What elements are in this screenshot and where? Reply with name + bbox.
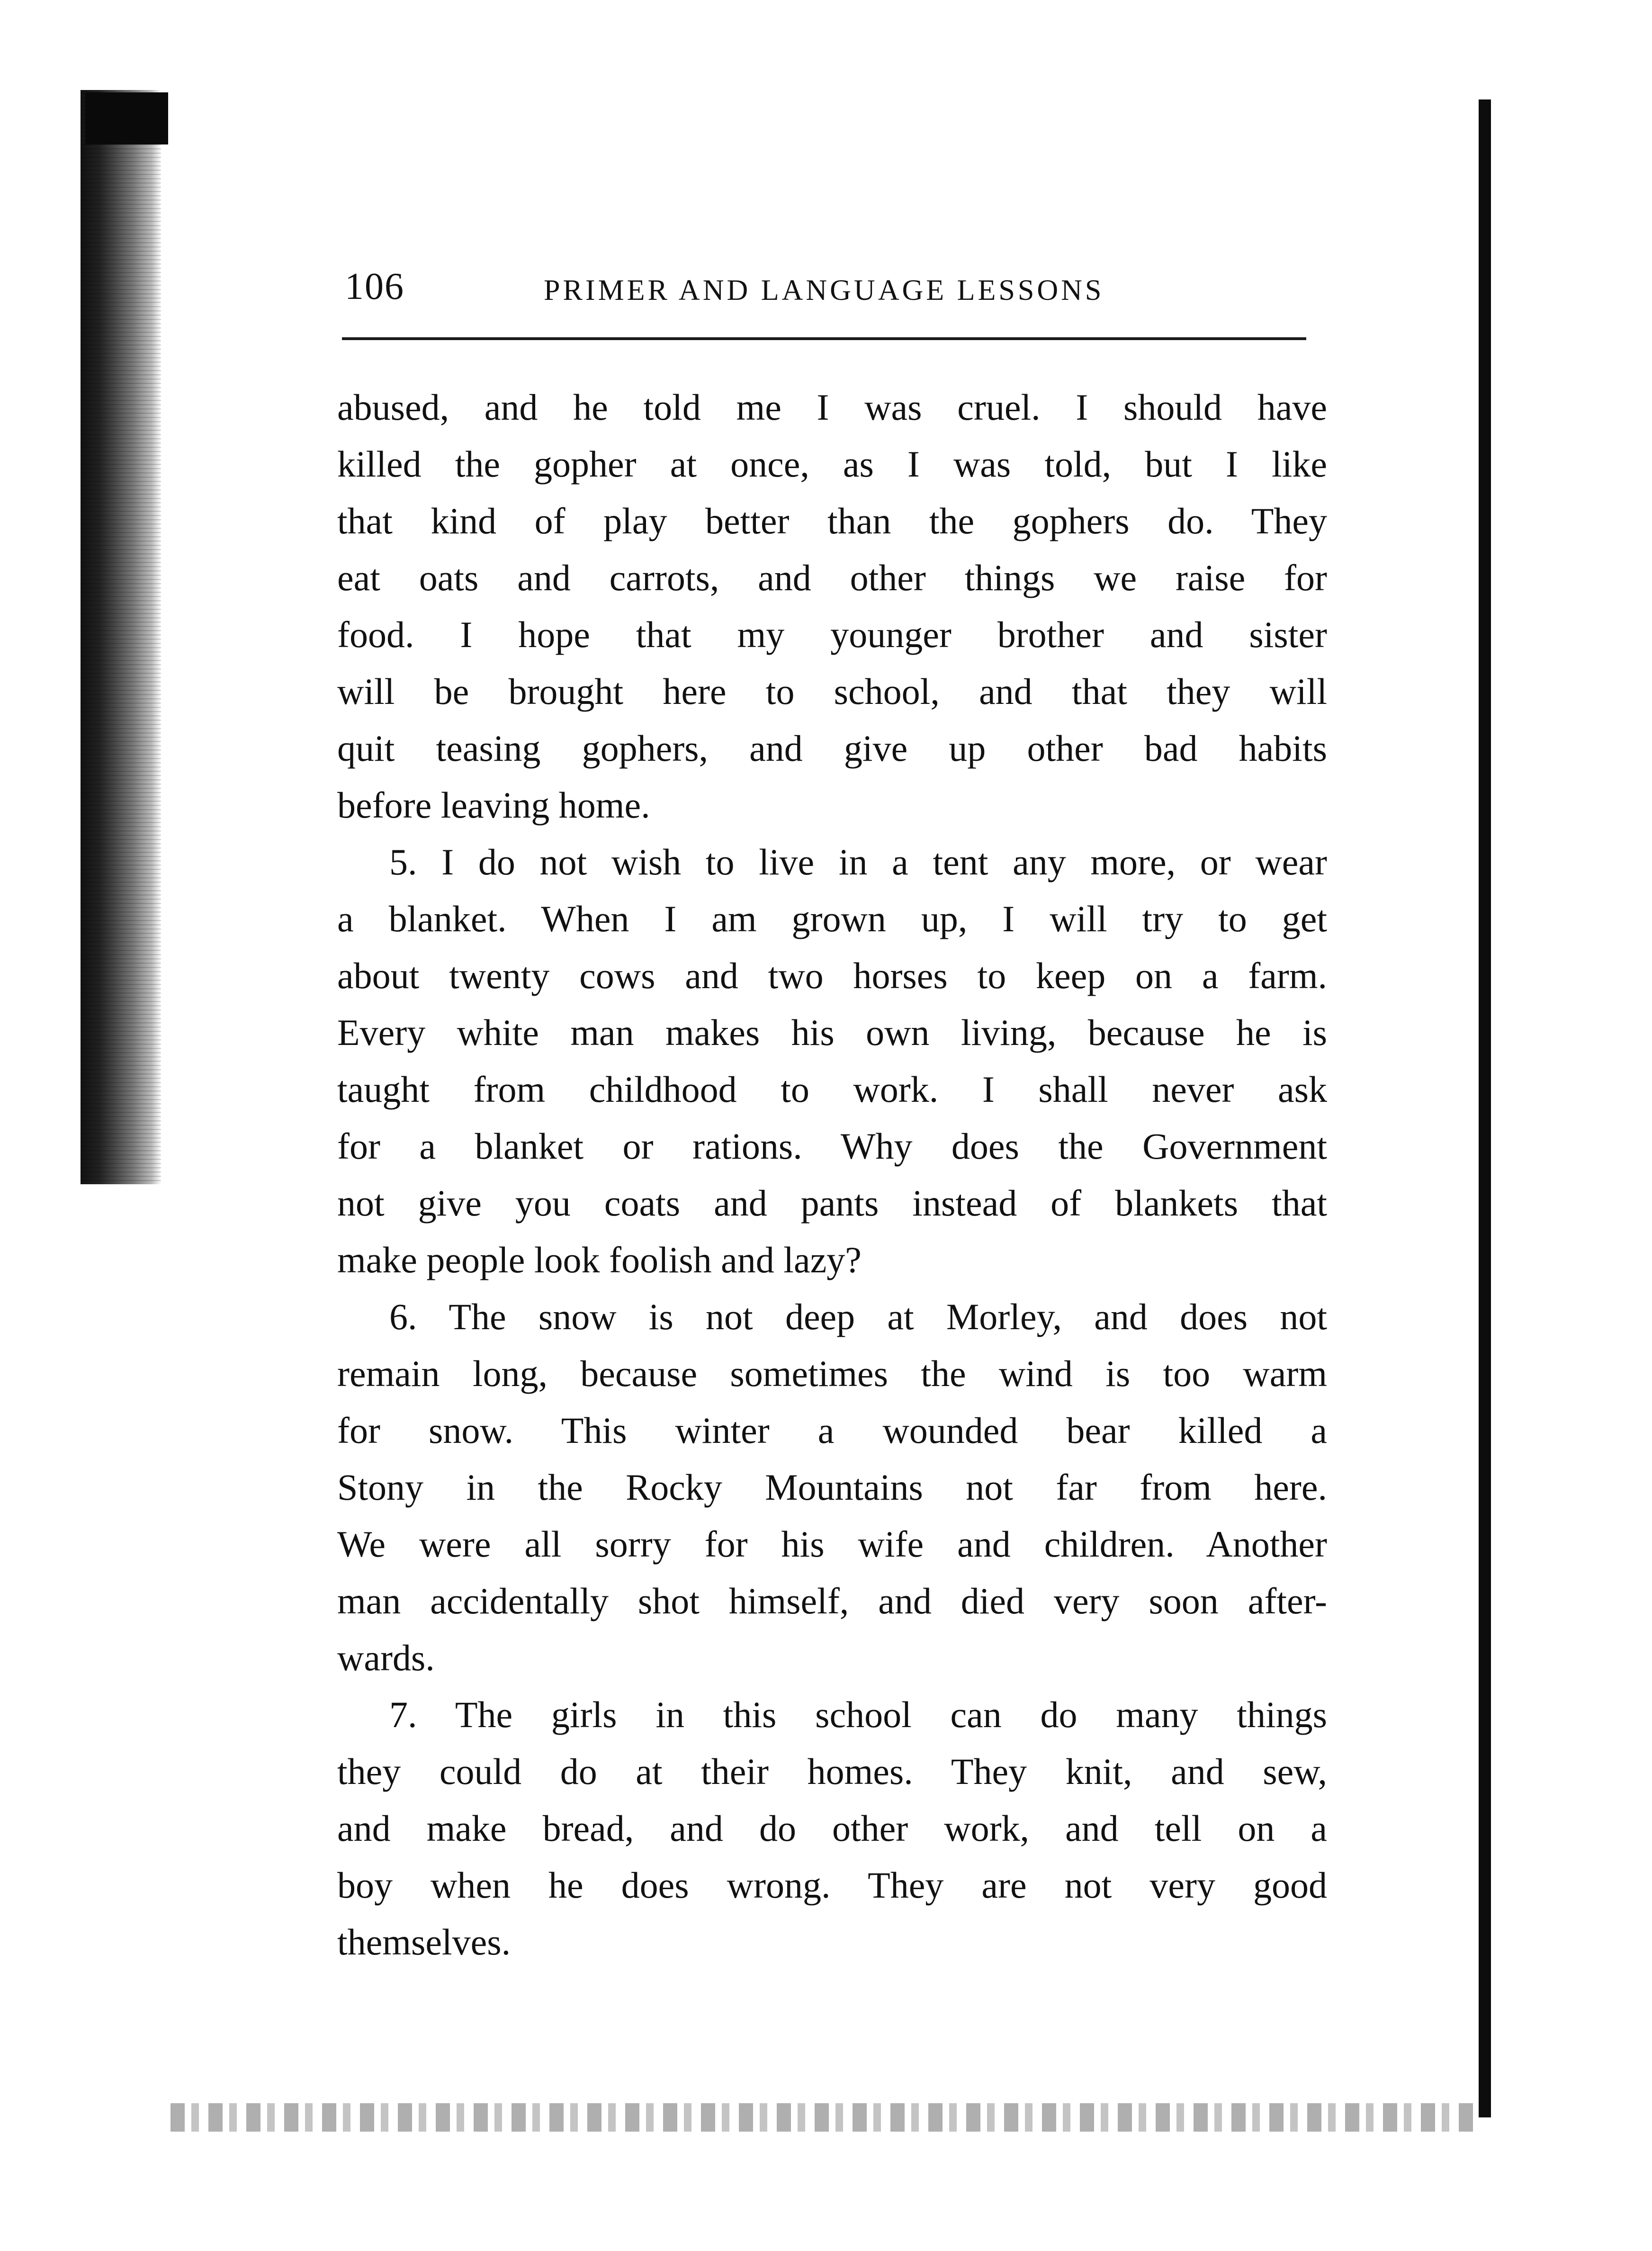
text-line: We were all sorry for his wife and children. Another	[337, 1523, 1327, 1565]
scan-edge-left-top	[85, 92, 168, 144]
text-line: a blanket. When I am grown up, I will try to get	[337, 898, 1327, 939]
text-line: 7. The girls in this school can do many things	[389, 1694, 1327, 1735]
text-line: man accidentally shot himself, and died very soon after-	[337, 1580, 1327, 1621]
text-line: Stony in the Rocky Mountains not far from here.	[337, 1467, 1327, 1508]
text-line: themselves.	[337, 1921, 511, 1963]
text-line: boy when he does wrong. They are not very good	[337, 1864, 1327, 1906]
text-line: for a blanket or rations. Why does the Government	[337, 1126, 1327, 1167]
body-text	[337, 379, 1327, 1971]
page-header	[345, 265, 1306, 317]
text-line: remain long, because sometimes the wind is too warm	[337, 1353, 1327, 1394]
text-line: wards.	[337, 1637, 435, 1678]
running-title: PRIMER AND LANGUAGE LESSONS	[544, 274, 1104, 306]
text-line: not give you coats and pants instead of blankets that	[337, 1182, 1327, 1224]
header-rule	[342, 337, 1306, 340]
page-number: 106	[345, 266, 404, 307]
text-line: abused, and he told me I was cruel. I should have	[337, 387, 1327, 428]
text-line: that kind of play better than the gophers do. They	[337, 500, 1327, 541]
scan-edge-right	[1479, 99, 1491, 2117]
text-line: for snow. This winter a wounded bear killed a	[337, 1410, 1327, 1451]
text-line: killed the gopher at once, as I was told, but I like	[337, 443, 1327, 485]
text-line: 5. I do not wish to live in a tent any more, or wear	[389, 841, 1327, 882]
text-line: they could do at their homes. They knit, and sew,	[337, 1751, 1327, 1792]
text-line: quit teasing gophers, and give up other bad habits	[337, 728, 1327, 769]
text-line: will be brought here to school, and that they will	[337, 671, 1327, 712]
paragraph	[337, 1686, 1327, 1971]
scan-bottom-band	[171, 2103, 1478, 2132]
paragraph	[337, 379, 1327, 834]
text-line: food. I hope that my younger brother and sister	[337, 614, 1327, 655]
text-line: taught from childhood to work. I shall never ask	[337, 1069, 1327, 1110]
text-line: eat oats and carrots, and other things we raise for	[337, 557, 1327, 598]
text-line: and make bread, and do other work, and tell on a	[337, 1808, 1327, 1849]
text-line: make people look foolish and lazy?	[337, 1239, 862, 1280]
text-line: about twenty cows and two horses to keep on a farm.	[337, 955, 1327, 996]
text-line: 6. The snow is not deep at Morley, and does not	[389, 1296, 1327, 1337]
text-line: before leaving home.	[337, 784, 650, 826]
scan-edge-left	[81, 90, 161, 1184]
paragraph	[337, 834, 1327, 1288]
paragraph	[337, 1288, 1327, 1686]
text-line: Every white man makes his own living, because he is	[337, 1012, 1327, 1053]
